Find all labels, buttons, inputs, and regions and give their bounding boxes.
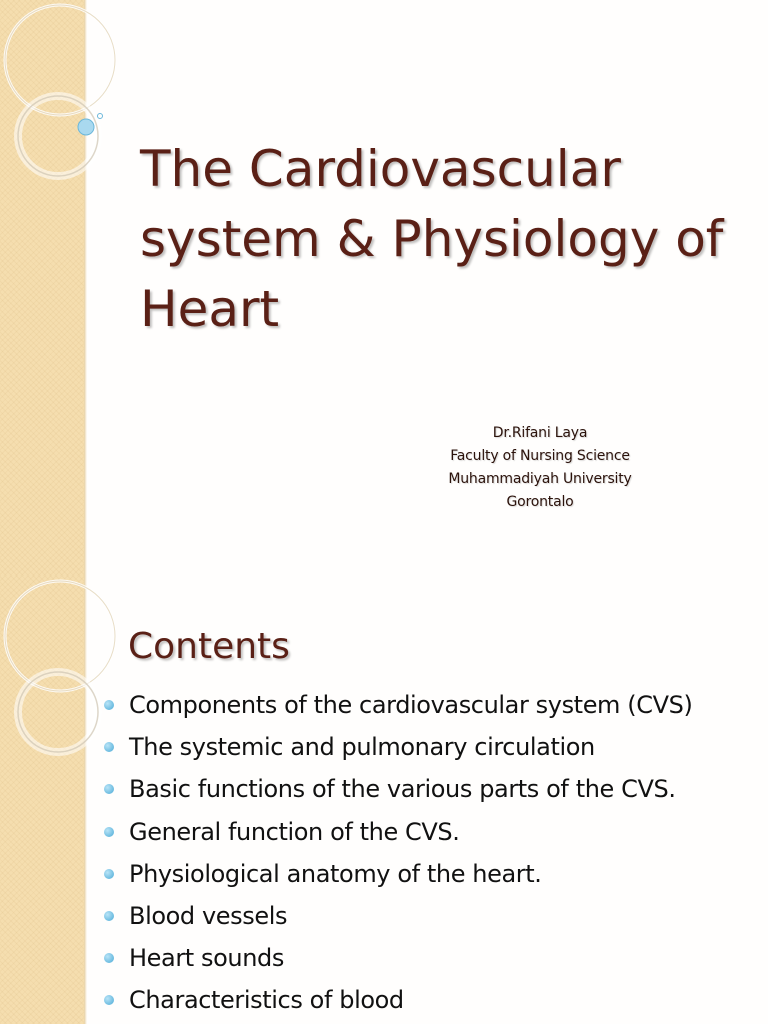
author-block — [420, 422, 660, 514]
list-item-text: Characteristics of blood — [129, 986, 404, 1015]
list-item-text: Components of the cardiovascular system (CVS) — [129, 691, 693, 719]
author-university: Muhammadiyah University — [448, 471, 632, 487]
circle-ornament-icon — [0, 576, 120, 836]
title-line: system & Physiology of — [140, 210, 724, 268]
title-line: The Cardiovascular — [140, 140, 621, 198]
bullet-dot-icon — [104, 911, 114, 921]
bullet-dot-icon — [104, 953, 114, 963]
list-item-text: Blood vessels — [129, 901, 288, 930]
author-faculty: Faculty of Nursing Science — [450, 448, 630, 464]
bullet-dot-icon — [104, 700, 114, 710]
slide-contents — [0, 576, 768, 1024]
author-name: Dr.Rifani Laya — [492, 425, 588, 441]
title-line: Heart — [140, 280, 280, 338]
bullet-dot-icon — [104, 995, 114, 1005]
bullet-dot-icon — [104, 827, 114, 837]
list-item-text: General function of the CVS. — [129, 817, 460, 846]
author-city: Gorontalo — [506, 494, 574, 510]
list-item-text: Basic functions of the various parts of the CVS. — [129, 775, 676, 804]
bullet-dot-icon — [104, 869, 114, 879]
list-item-text: The systemic and pulmonary circulation — [129, 733, 595, 762]
contents-heading: Contents — [128, 626, 290, 667]
circle-ornament-icon — [0, 0, 120, 260]
slide-title-text — [140, 134, 740, 344]
list-item-text: Heart sounds — [129, 944, 284, 973]
list-item-text: Physiological anatomy of the heart. — [129, 859, 542, 888]
